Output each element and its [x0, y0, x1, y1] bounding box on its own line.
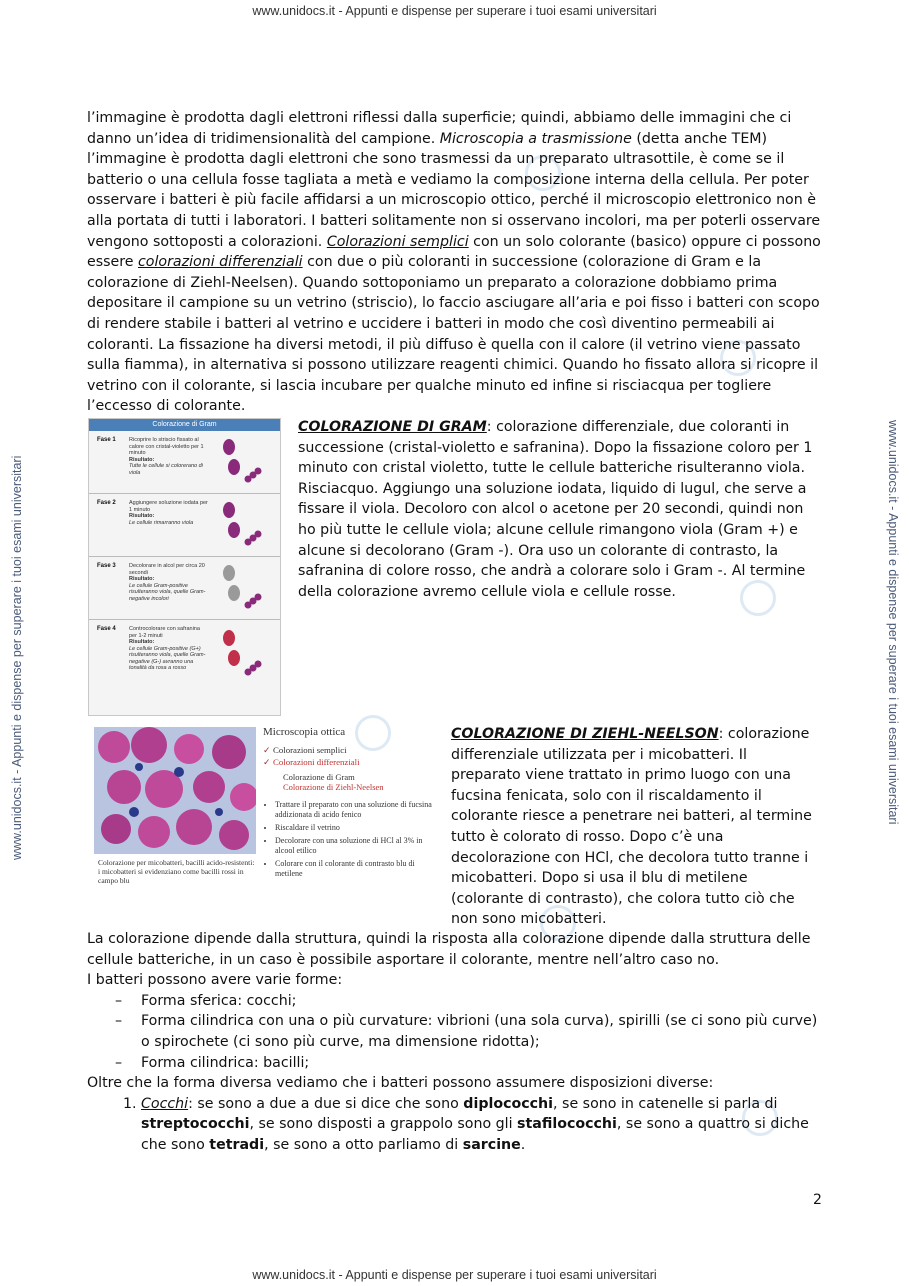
- header-watermark: www.unidocs.it - Appunti e dispense per superare i tuoi esami universitari: [252, 4, 657, 18]
- micrograph-caption: Colorazione per micobatteri, bacilli acido-resistenti: i micobatteri si evidenziano come bacilli rossi in campo blu: [98, 858, 255, 885]
- ziehl-neelsen-paragraph: [451, 724, 821, 930]
- gram-phase-3: [89, 557, 280, 620]
- procedure-list: [263, 800, 438, 879]
- phase-label: Fase 4: [97, 626, 116, 632]
- structure-sentence: La colorazione dipende dalla struttura, quindi la risposta alla colorazione dipende dalla struttura delle cellule batteriche, in un caso è possibile asportare il colorante, mentre nell’altro caso no.: [87, 931, 811, 968]
- stafilococchi-term: stafilococchi: [517, 1116, 617, 1133]
- gram-body: : colorazione differenziale, due coloranti in successione (cristal-violetto e safranina). Dopo la fissazione coloro per 1 minuto con cristal violetto, tutte le cellule batteriche risulteranno viola. Risciacquo. Aggiungo una soluzione iodata, liquido di lugul, che serve a fissare il viola. Decoloro con alcol o acetone per 20 secondi, quindi non ho più tutte le cellule viola; alcune cellule rimangono viola (Gram +) e alcune si decolorano (Gram -). Ora uso un colorante di contrasto, la safranina di colore rosso, che andrà a colorare solo i Gram -. Al termine della colorazione avremo cellule viola e cellule rosse.: [298, 419, 813, 600]
- microscopy-summary-panel: [263, 726, 438, 882]
- phase-text: Aggiungere soluzione iodata per 1 minuto Risultato: Le cellule rimarranno viola: [129, 500, 208, 526]
- bacteria-cells-illustration: [214, 498, 274, 553]
- microscopia-trasmissione-term: Microscopia a trasmissione: [439, 130, 632, 147]
- bacteria-cells-illustration: [214, 624, 274, 684]
- form-item: – Forma cilindrica con una o più curvature: vibrioni (una sola curva), spirilli (se ci sono più curve) o spirochete (ci sono più curve, ma dimensione ridotta);: [141, 1011, 827, 1052]
- phase-label: Fase 1: [97, 437, 116, 443]
- gram-heading: COLORAZIONE DI GRAM: [298, 419, 487, 435]
- procedure-step: • Trattare il preparato con una soluzione di fucsina addizionata di acido fenico: [275, 800, 438, 820]
- diplococchi-term: diplococchi: [463, 1095, 554, 1112]
- form-item: – Forma sferica: cocchi;: [141, 991, 827, 1012]
- shapes-section: [87, 929, 827, 1156]
- para1-text: l’immagine è prodotta dagli elettroni riflessi dalla superficie; quindi, abbiamo delle immagini che ci danno un’idea di tridimensionalità del campione.: [87, 110, 792, 147]
- streptococchi-term: streptococchi: [141, 1116, 250, 1133]
- sub-item: Colorazione di Gram: [283, 772, 355, 782]
- sarcine-term: sarcine: [462, 1136, 521, 1153]
- phase-text: Decolorare in alcol per circa 20 secondi Risultato: Le cellule Gram-positive risulteranno viola, quelle Gram-negative incolori: [129, 563, 206, 602]
- phase-label: Fase 3: [97, 563, 116, 569]
- ziehl-neelsen-figure: [88, 720, 438, 920]
- gram-figure-title: Colorazione di Gram: [89, 419, 280, 431]
- cocchi-term: Cocchi: [141, 1095, 189, 1112]
- colorazioni-semplici-term: Colorazioni semplici: [326, 233, 469, 250]
- panel-heading: Microscopia ottica: [263, 726, 346, 738]
- phase-text: Controcolorare con safranina per 1-2 minuti Risultato: Le cellule Gram-positive (G+) risulteranno viola, quelle Gram-negative (G-) avranno una tonalità da rosa a rosso: [129, 626, 206, 671]
- colorazioni-differenziali-term: colorazioni differenziali: [138, 254, 303, 271]
- check-item: ✓ Colorazioni semplici: [263, 744, 438, 756]
- bacteria-cells-illustration: [214, 561, 274, 616]
- arrangement-item: 1. Cocchi: se sono a due a due si dice che sono diplococchi, se sono in catenelle si parla di streptococchi, se sono disposti a grappolo sono gli stafilococchi, se sono a quattro si diche che sono tetradi, se sono a otto parliamo di sarcine.: [141, 1094, 827, 1156]
- para1-text: con un solo colorante (basico) oppure ci possono essere: [87, 233, 821, 271]
- intro-paragraph: [87, 108, 827, 417]
- ziehl-heading: COLORAZIONE DI ZIEHL-NEELSON: [451, 726, 719, 742]
- footer-watermark: www.unidocs.it - Appunti e dispense per superare i tuoi esami universitari: [252, 1268, 657, 1282]
- page-number: 2: [813, 1192, 822, 1208]
- procedure-step: • Decolorare con una soluzione di HCl al 3% in alcool etilico: [275, 836, 438, 856]
- check-item: ✓ Colorazioni differenziali: [263, 756, 438, 768]
- ziehl-body: : colorazione differenziale utilizzata per i micobatteri. Il preparato viene trattato in primo luogo con una fucsina fenicata, solo con il riscaldamento il colorante riesce a penetrare nei batteri, al termine tutto è colorato di rosso. Dopo c’è una decolorazione con HCl, che decolora tutto tranne i micobatteri. Dopo si usa il blu di metilene (colorante di contrasto), che colora tutto ciò che non sono micobatteri.: [451, 726, 812, 928]
- forms-intro: I batteri possono avere varie forme:: [87, 972, 343, 989]
- bacteria-cells-illustration: [214, 435, 274, 490]
- gram-stain-figure: [88, 418, 281, 716]
- gram-phase-2: [89, 494, 280, 557]
- sub-item: Colorazione di Ziehl-Neelsen: [283, 782, 384, 792]
- gram-stain-paragraph: [298, 417, 818, 602]
- arrangements-list: [87, 1094, 827, 1156]
- left-side-watermark: www.unidocs.it - Appunti e dispense per superare i tuoi esami universitari: [10, 455, 24, 860]
- gram-phase-4: [89, 620, 280, 714]
- procedure-step: • Riscaldare il vetrino: [275, 823, 438, 833]
- procedure-step: • Colorare con il colorante di contrasto blu di metilene: [275, 859, 438, 879]
- tetradi-term: tetradi: [209, 1136, 265, 1153]
- phase-label: Fase 2: [97, 500, 116, 506]
- para1-text: con due o più coloranti in successione (colorazione di Gram e la colorazione di Ziehl-Neelsen). Quando sottoponiamo un preparato a colorazione dobbiamo prima depositare il campione su un vetrino (striscio), lo faccio asciugare all’aria e poi fisso i batteri con scopo di rendere stabile i batteri al vetrino e uccidere i batteri in modo che così diventino permeabili ai coloranti. La fissazione ha diversi metodi, il più diffuso è quella con il calore (il vetrino viene passato sulla fiamma), in alternativa si possono utilizzare reagenti chimici. Quando ho fissato allora si ricopre il vetrino con il colorante, si lascia incubare per qualche minuto ed infine si risciacqua per togliere l’eccesso di colorante.: [87, 254, 820, 415]
- right-side-watermark: www.unidocs.it - Appunti e dispense per superare i tuoi esami universitari: [886, 420, 900, 825]
- gram-phase-1: [89, 431, 280, 494]
- arrangements-intro: Oltre che la forma diversa vediamo che i batteri possono assumere disposizioni diverse:: [87, 1075, 714, 1092]
- micrograph-image: [94, 727, 256, 854]
- phase-text: Ricoprire lo striscio fissato al calore con cristal-violetto per 1 minuto Risultato: Tutte le cellule si colorerano di viola: [129, 437, 204, 476]
- forms-list: [87, 991, 827, 1073]
- form-item: – Forma cilindrica: bacilli;: [141, 1053, 827, 1074]
- para1-text: (detta anche TEM) l’immagine è prodotta dagli elettroni che sono trasmessi da un preparato ultrasottile, è come se il batterio o una cellula fosse tagliata a metà e vediamo la composizione interna della cellula. Per poter osservare i batteri è più facile affidarsi a un microscopio ottico, perché il microscopio elettronico non è alla portata di tutti i laboratori. I batteri solitamente non si osservano incolori, ma per poterli osservare vengono sottoposti a colorazioni.: [87, 130, 821, 250]
